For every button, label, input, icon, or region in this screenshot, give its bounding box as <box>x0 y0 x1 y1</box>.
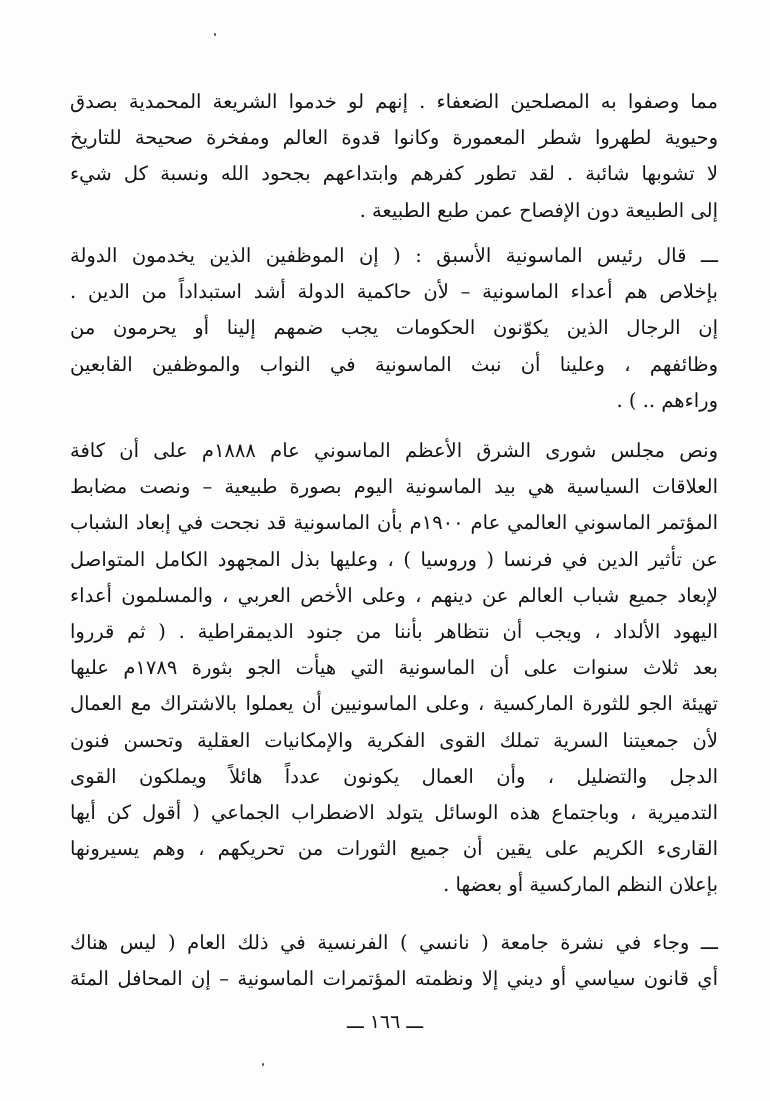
text-line: وراءهم .. ) . <box>616 388 718 412</box>
paragraph-3 <box>70 433 718 903</box>
text-line: مما وصفوا به المصلحين الضعفاء . إنهم لو خدموا الشريعة المحمدية بصدق <box>70 90 718 113</box>
text-line: تهيئة الجو للثورة الماركسية ، وعلى الماسونيين أن يعملوا بالاشتراك مع العمال <box>70 692 718 716</box>
paragraph-4 <box>70 925 718 997</box>
page-number: ـــ ١٦٦ ـــ <box>346 1011 424 1033</box>
text-line: الدجل والتضليل ، وأن العمال يكونون عدداً هائلاً ويملكون القوى <box>70 764 718 788</box>
text-line: وظائفهم ، وعلينا أن نبث الماسونية في النواب والموظفين القابعين <box>70 352 718 376</box>
text-line: لا تشوبها شائبة . لقد تطور كفرهم وابتداعهم بجحود الله ونسبة كل شيء <box>70 162 718 186</box>
text-line: إلى الطبيعة دون الإفصاح عمن طبع الطبيعة . <box>359 198 718 222</box>
text-line: لإبعاد جميع شباب العالم عن دينهم ، وعلى الأخص العربي ، والمسلمون أعداء <box>70 583 718 607</box>
paragraph-2 <box>70 238 718 419</box>
text-line: ونص مجلس شورى الشرق الأعظم الماسوني عام ١٨٨٨م على أن كافة <box>70 439 718 462</box>
text-line: بإعلان النظم الماركسية أو بعضها . <box>443 873 718 897</box>
text-line: العلاقات السياسية هي بيد الماسونية اليوم بصورة طبيعية – ونصت مضابط <box>70 475 718 499</box>
text-line: ـــ قال رئيس الماسونية الأسبق : ( إن الموظفين الذين يخدمون الدولة <box>70 244 718 267</box>
text-line: وحيوية لطهروا شطر المعمورة وكانوا قدوة العالم ومفخرة صحيحة للتاريخ <box>70 126 718 150</box>
text-line: التدميرية ، وباجتماع هذه الوسائل يتولد الاضطراب الجماعي ( أقول كن أيها <box>70 800 718 824</box>
text-line: المؤتمر الماسوني العالمي عام ١٩٠٠م بأن الماسونية قد نجحت في إبعاد الشباب <box>70 511 718 535</box>
text-line: اليهود الألداد ، ويجب أن نتظاهر بأننا من جنود الديمقراطية . ( ثم قرروا <box>70 619 718 643</box>
text-line: أي قانون سياسي أو ديني إلا ونظمته المؤتمرات الماسونية – إن المحافل المئة <box>70 967 718 991</box>
scan-speck <box>214 33 216 36</box>
text-line: بإخلاص هم أعداء الماسونية – لأن حاكمية الدولة أشد استبداداً من الدين . <box>70 280 718 304</box>
text-line: بعد ثلاث سنوات على أن الماسونية التي هيأت الجو بثورة ١٧٨٩م عليها <box>70 656 718 680</box>
text-line: عن تأثير الدين في فرنسا ( وروسيا ) ، وعليها بذل المجهود الكامل المتواصل <box>70 547 718 571</box>
text-line: ـــ وجاء في نشرة جامعة ( نانسي ) الفرنسية في ذلك العام ( ليس هناك <box>70 931 718 954</box>
paragraph-1 <box>70 84 718 229</box>
scan-speck <box>262 1063 264 1066</box>
text-line: القارىء الكريم على يقين أن جميع الثورات من تحريكهم ، وهم يسيرونها <box>70 837 718 861</box>
text-line: لأن جمعيتنا السرية تملك القوى الفكرية والإمكانيات العقلية وتحسن فنون <box>70 728 718 752</box>
text-line: إن الرجال الذين يكوّنون الحكومات يجب ضمهم إلينا أو يحرمون من <box>70 316 718 340</box>
